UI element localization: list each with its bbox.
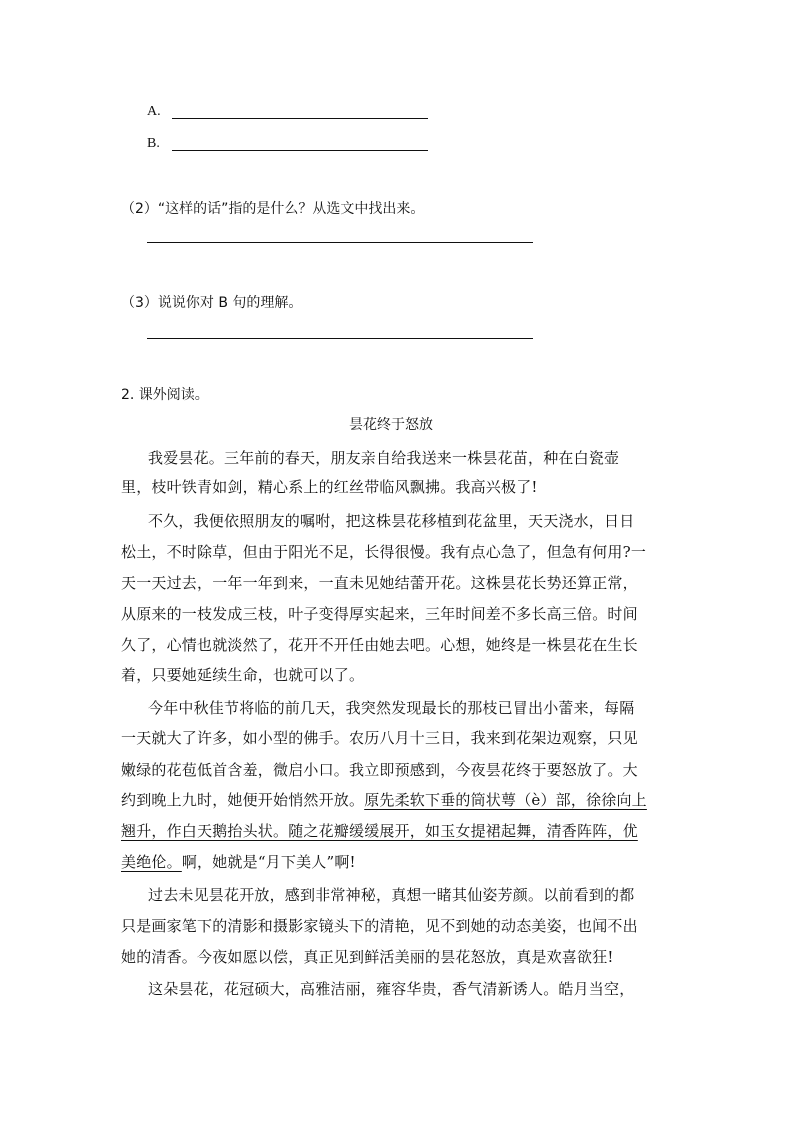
article-line: 着，只要她延续生命，也就可以了。 xyxy=(121,666,365,684)
article-line: 天一天过去，一年一年到来，一直未见她结蕾开花。这株昙花长势还算正常， xyxy=(121,574,638,592)
article-text: 啊，她就是“月下美人”啊! xyxy=(181,853,356,871)
article-line: 她的清香。今夜如愿以偿，真正见到鲜活美丽的昙花怒放，真是欢喜欲狂! xyxy=(121,948,614,966)
article-line: 松土，不时除草，但由于阳光不足，长得很慢。我有点心急了，但急有何用?一 xyxy=(121,543,647,561)
article-line: 一天就大了许多，如小型的佛手。农历八月十三日，我来到花架边观察，只见 xyxy=(121,729,638,747)
question-2-text: （2）“这样的话”指的是什么？从选文中找出来。 xyxy=(121,201,425,217)
article-line: 过去未见昙花开放，感到非常神秘，真想一睹其仙姿芳颜。以前看到的都 xyxy=(148,886,635,904)
question-2-answer-line[interactable] xyxy=(147,242,533,243)
option-b-label: B. xyxy=(147,136,160,151)
article-line xyxy=(121,851,356,872)
article-title: 昙花终于怒放 xyxy=(349,417,433,433)
article-line: 只是画家笔下的清影和摄影家镜头下的清艳，见不到她的动态美姿，也闻不出 xyxy=(121,917,638,935)
question-3-text: （3）说说你对 B 句的理解。 xyxy=(121,295,303,311)
option-a-label: A. xyxy=(147,104,161,119)
article-line: 嫩绿的花苞低首含羞，微启小口。我立即预感到，今夜昙花终于要怒放了。大 xyxy=(121,761,638,779)
article-line: 不久，我便依照朋友的嘱咐，把这株昙花移植到花盆里，天天浇水，日日 xyxy=(148,512,635,530)
article-line xyxy=(121,789,647,810)
article-line: 这朵昙花，花冠硕大，高雅洁丽，雍容华贵，香气清新诱人。皓月当空， xyxy=(148,980,635,998)
question-3-answer-line[interactable] xyxy=(147,338,533,339)
underlined-sentence-b: 原先柔软下垂的筒状萼（è）部，徐徐向上 xyxy=(364,791,647,809)
section-heading: 2. 课外阅读。 xyxy=(121,387,209,403)
article-line: 里，枝叶铁青如剑，精心系上的红丝带临风飘拂。我高兴极了! xyxy=(121,478,538,496)
underlined-sentence-b: 美绝伦。 xyxy=(121,853,182,871)
article-text: 约到晚上九时，她便开始悄然开放。 xyxy=(121,791,365,809)
article-line: 我爱昙花。三年前的春天，朋友亲自给我送来一株昙花苗，种在白瓷壶 xyxy=(148,449,620,467)
article-line: 从原来的一枝发成三枝，叶子变得厚实起来，三年时间差不多长高三倍。时间 xyxy=(121,605,638,623)
article-line: 久了，心情也就淡然了，花开不开任由她去吧。心想，她终是一株昙花在生长 xyxy=(121,636,638,654)
article-line: 今年中秋佳节将临的前几天，我突然发现最长的那枝已冒出小蕾来，每隔 xyxy=(148,699,635,717)
option-a-answer-line[interactable] xyxy=(172,118,428,119)
option-b-answer-line[interactable] xyxy=(172,150,428,151)
underlined-sentence-b: 翘升，作白天鹅抬头状。随之花瓣缓缓展开，如玉女提裙起舞，清香阵阵，优 xyxy=(121,822,638,840)
